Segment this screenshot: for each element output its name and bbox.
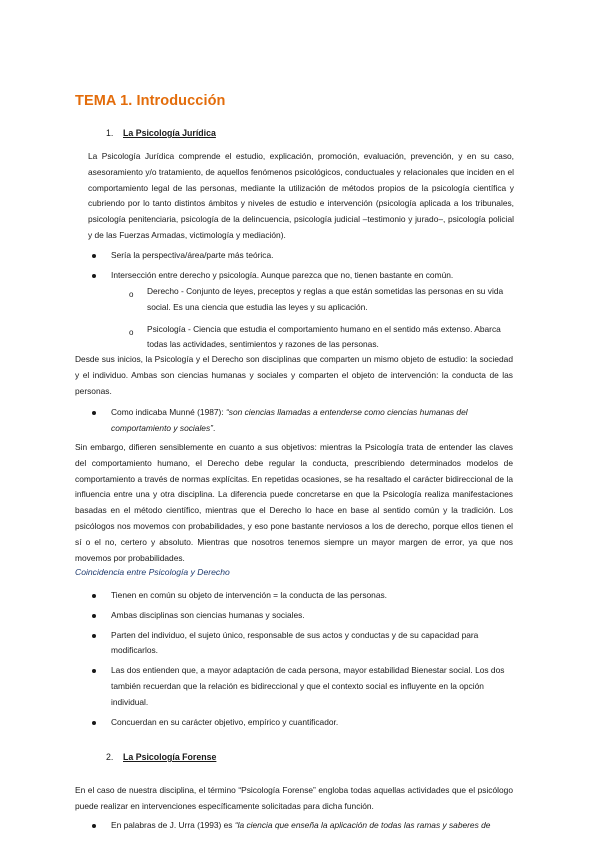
- section-1-intro: La Psicología Jurídica comprende el estudio, explicación, promoción, evaluación, prevención, y en su caso, asesoramiento y/o tratamiento, de aquellos fenómenos psicológicos, conductuales y relacionales que inciden en el comportamiento legal de las personas, mediante la utilización de métodos propios de la psicología científica y cubriendo por lo tanto distintos ámbitos y niveles de estudio e intervención (psicología aplicada a los tribunales, psicología penitenciaria, psicología de la delincuencia, psicología judicial –testimonio y jurado–, psicología policial y de las Fuerzas Armadas, victimología y mediación).: [88, 151, 514, 240]
- bullet-icon: [92, 594, 96, 598]
- section-2-title: La Psicología Forense: [123, 752, 217, 762]
- bullet-icon: [92, 614, 96, 618]
- list-item: o Derecho - Conjunto de leyes, preceptos y reglas a que están sometidas las personas en su vida social. Es una ciencia que estudia las leyes y su aplicación.: [129, 286, 504, 312]
- list-item: Intersección entre derecho y psicología. Aunque parezca que no, tienen bastante en común.: [92, 268, 512, 284]
- circle-bullet-icon: o: [129, 290, 134, 299]
- bullet-icon: [92, 634, 96, 638]
- section-2-bullets: [92, 818, 513, 834]
- section-1-bullets: [92, 248, 512, 284]
- bullet-icon: [92, 824, 96, 828]
- list-item: Concuerdan en su carácter objetivo, empírico y cuantificador.: [92, 715, 513, 731]
- list-item: Sería la perspectiva/área/parte más teórica.: [92, 248, 512, 264]
- differences-paragraph: Sin embargo, difieren sensiblemente en cuanto a sus objetivos: mientras la Psicología trata de entender las claves del comportamiento humano, el Derecho debe regular la conducta, prescribiendo determinados modelos de comportamiento a través de normas explícitas. En repetidas ocasiones, se ha resaltado el carácter bidireccional de la influencia entre una y otra disciplina. La diferencia puede concretarse en que la Psicología realiza manifestaciones basadas en el método científico, mientras que el Derecho lo hace en base al sentido común y la tradición. Los psicólogos nos movemos con probabilidades, y eso pone bastante nerviosos a los de derecho, porque ellos tienen el sí o el no, certero y absoluto. Mientras que nosotros tenemos siempre un mayor margen de error, ya que nos movemos por probabilidades.: [75, 442, 513, 563]
- coincidence-bullets: [92, 588, 513, 730]
- list-item: Tienen en común su objeto de intervención = la conducta de las personas.: [92, 588, 513, 604]
- bullet-icon: [92, 274, 96, 278]
- bullet-icon: [92, 411, 96, 415]
- list-item: Como indicaba Munné (1987): “son ciencias llamadas a entenderse como ciencias humanas del comportamiento y sociales”.: [92, 405, 513, 437]
- list-item: En palabras de J. Urra (1993) es “la ciencia que enseña la aplicación de todas las ramas y saberes de: [92, 818, 513, 834]
- bullet-icon: [92, 721, 96, 725]
- section-1-title: La Psicología Jurídica: [123, 128, 216, 138]
- quote-bullet: [92, 405, 513, 437]
- document-title: TEMA 1. Introducción: [75, 93, 226, 109]
- bullet-icon: [92, 669, 96, 673]
- list-item: Ambas disciplinas son ciencias humanas y sociales.: [92, 608, 513, 624]
- section-2-number: 2.: [106, 752, 114, 762]
- circle-bullet-icon: o: [129, 327, 134, 337]
- section-1-number: 1.: [106, 128, 114, 138]
- list-item: Parten del individuo, el sujeto único, responsable de sus actos y conductas y de su capacidad para modificarlos.: [92, 628, 513, 660]
- coincidence-heading: Coincidencia entre Psicología y Derecho: [75, 567, 230, 577]
- section-1-heading: [106, 128, 216, 138]
- list-item: Las dos entienden que, a mayor adaptación de cada persona, mayor estabilidad Bienestar social. Los dos también recuerdan que la relación es bidireccional y que el contexto social es influyente en la opción individual.: [92, 663, 513, 710]
- section-1-sub-bullets: [129, 284, 514, 353]
- section-2-intro: En el caso de nuestra disciplina, el término “Psicología Forense” engloba todas aquellas actividades que el psicólogo puede realizar en intervenciones específicamente solicitadas para dicha función.: [75, 785, 513, 811]
- origins-paragraph: Desde sus inicios, la Psicología y el Derecho son disciplinas que comparten un mismo objeto de estudio: la sociedad y el individuo. Ambas son ciencias humanas y sociales y comparten el objeto de intervención: la conducta de las personas.: [75, 354, 513, 396]
- bullet-icon: [92, 254, 96, 258]
- list-item: o Psicología - Ciencia que estudia el comportamiento humano en el sentido más extenso. Abarca todas las actividades, sentimientos y razones de las personas.: [129, 323, 501, 350]
- section-2-heading: [106, 752, 216, 762]
